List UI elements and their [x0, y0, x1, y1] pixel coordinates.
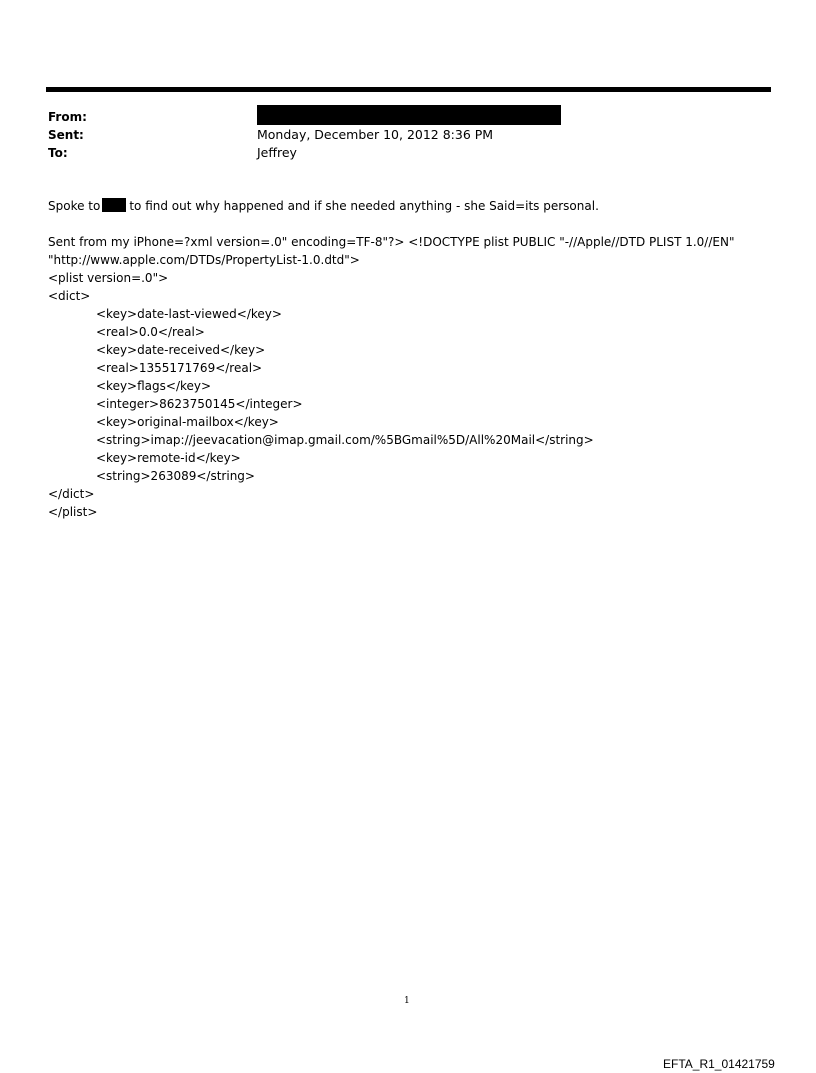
- dict-item: <real>0.0</real>: [96, 325, 205, 339]
- dict-item: <key>date-last-viewed</key>: [96, 307, 282, 321]
- plist-close: </plist>: [48, 505, 98, 519]
- dict-item: <key>remote-id</key>: [96, 451, 241, 465]
- plist-open: <plist version=.0">: [48, 271, 169, 285]
- dict-item: <integer>8623750145</integer>: [96, 397, 303, 411]
- message-text-start: Spoke to: [48, 199, 101, 213]
- to-value: Jeffrey: [257, 145, 297, 160]
- redacted-sender: [257, 105, 561, 125]
- dict-open: <dict>: [48, 289, 91, 303]
- header-rule: [46, 87, 771, 92]
- redacted-name: [102, 198, 126, 212]
- dict-item: <key>flags</key>: [96, 379, 212, 393]
- to-label: To:: [48, 146, 68, 160]
- dtd-line: "http://www.apple.com/DTDs/PropertyList-1.0.dtd">: [48, 253, 360, 267]
- sent-value: Monday, December 10, 2012 8:36 PM: [257, 127, 494, 142]
- dict-item: <key>original-mailbox</key>: [96, 415, 279, 429]
- dict-item: <string>imap://jeevacation@imap.gmail.com/%5BGmail%5D/All%20Mail</string>: [96, 433, 594, 447]
- message-line-1: [48, 198, 599, 215]
- sent-label: Sent:: [48, 128, 84, 142]
- dict-item: <key>date-received</key>: [96, 343, 266, 357]
- page-number: 1: [404, 996, 410, 1006]
- dict-item: <string>263089</string>: [96, 469, 255, 483]
- dict-item: <real>1355171769</real>: [96, 361, 263, 375]
- signature-line: Sent from my iPhone=?xml version=.0" encoding=TF-8"?> <!DOCTYPE plist PUBLIC "-//Apple//DTD PLIST 1.0//EN": [48, 235, 735, 249]
- document-id: EFTA_R1_01421759: [663, 1057, 775, 1071]
- from-label: From:: [48, 110, 87, 124]
- dict-close: </dict>: [48, 487, 95, 501]
- message-text-end: to find out why happened and if she needed anything - she Said=its personal.: [129, 199, 599, 213]
